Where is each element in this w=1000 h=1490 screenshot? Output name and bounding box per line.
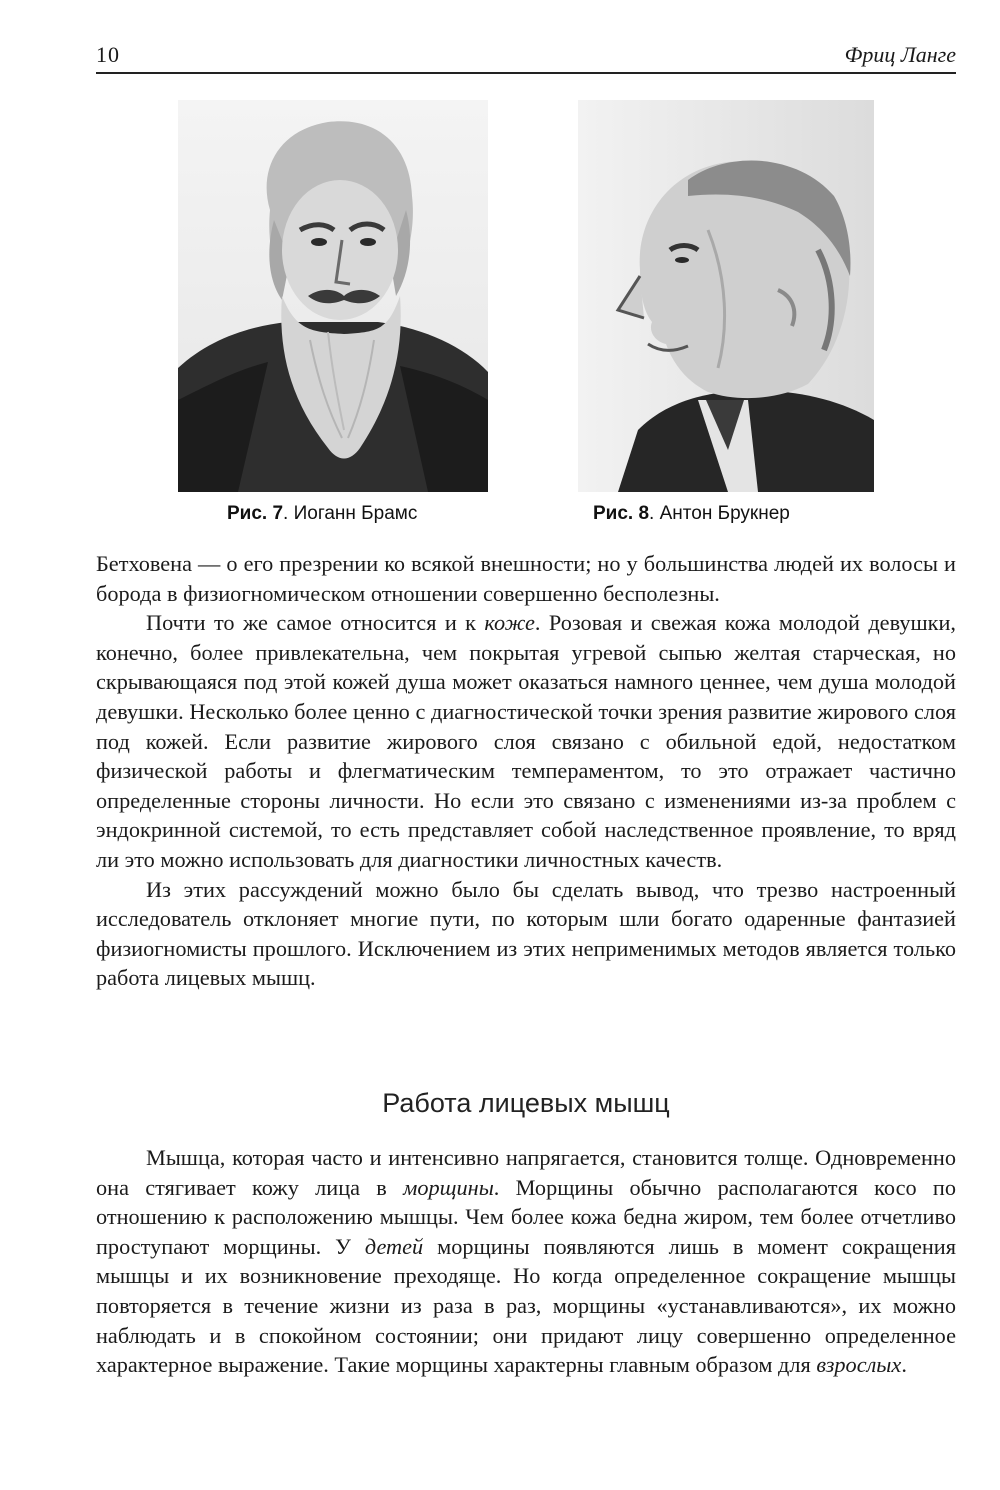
body-text-block <box>96 549 956 993</box>
paragraph-muscles-text-d: . <box>901 1352 907 1378</box>
figure-7-caption <box>227 503 417 525</box>
figure-bruckner-portrait <box>578 100 874 492</box>
figure-8-label: Рис. 8 <box>593 503 650 524</box>
emphasis-children: детей <box>364 1233 424 1259</box>
paragraph-conclusion: Из этих рассуждений можно было бы сделать вывод, что трезво настроенный исследователь отклоняет многие пути, по которым шли богато одаренные фантазией физиогномисты прошлого. Исключением из этих неприменимых методов является только работа лицевых мышц. <box>96 876 956 991</box>
paragraph-facial-muscles <box>96 1143 956 1380</box>
figure-brahms-portrait <box>178 100 488 492</box>
page-number: 10 <box>96 42 120 67</box>
paragraph-skin <box>96 608 956 874</box>
paragraph-continuation: Бетховена — о его презрении ко всякой внешности; но у большинства людей их волосы и борода в физиогномическом отношении совершенно бесполезны. <box>96 551 956 606</box>
figure-8-caption <box>593 503 790 525</box>
emphasis-skin: коже <box>484 610 535 636</box>
figure-7-label: Рис. 7 <box>227 503 284 524</box>
running-title: Фриц Ланге <box>844 42 956 67</box>
emphasis-wrinkles: морщины <box>403 1174 494 1200</box>
figure-7-caption-text: . Иоганн Брамс <box>283 503 418 524</box>
bruckner-portrait-image <box>578 100 874 492</box>
paragraph-muscles-text-b: . Морщины обычно располагаются косо по отношению к расположению мышцы. Чем более кожа бедна жиром, тем более отчетливо проступают морщины. У <box>96 1174 957 1259</box>
brahms-portrait-image <box>178 100 488 492</box>
emphasis-adults: взрослых <box>816 1352 902 1378</box>
paragraph-skin-text-a: Почти то же самое относится и к <box>146 610 485 636</box>
section-body-text <box>96 1143 956 1380</box>
section-heading: Работа лицевых мышц <box>382 1088 670 1118</box>
paragraph-muscles-text-c: морщины появляются лишь в момент сокращения мышцы и их возникновение преходяще. Но когда определенное сокращение мышцы повторяется в течение жизни из раза в раз, морщины «устанавливаются», их можно наблюдать и в спокойном состоянии; они придают лицу совершенно определенное характерное выражение. Такие морщины характерны главным образом для <box>96 1233 956 1378</box>
paragraph-muscles-text-a: Мышца, которая часто и интенсивно напрягается, становится толще. Одновременно она стягивает кожу лица в <box>96 1145 956 1200</box>
paragraph-skin-text-b: . Розовая и свежая кожа молодой девушки, конечно, более привлекательна, чем покрытая угревой сыпью желтая старческая, но скрывающаяся под этой кожей душа может оказаться намного ценнее, чем душа молодой девушки. Несколько более ценно с диагностической точки зрения развитие жирового слоя под кожей. Если развитие жирового слоя связано с обильной едой, недостатком физической работы и флегматическим темпераментом, то это отражает частично определенные стороны личности. Но если это связано с изменениями из-за проблем с эндокринной системой, то есть представляет собой наследственное проявление, то вряд ли это можно использовать для диагностики личностных качеств. <box>96 610 956 872</box>
running-head <box>96 38 956 74</box>
figure-8-caption-text: . Антон Брукнер <box>649 503 790 524</box>
